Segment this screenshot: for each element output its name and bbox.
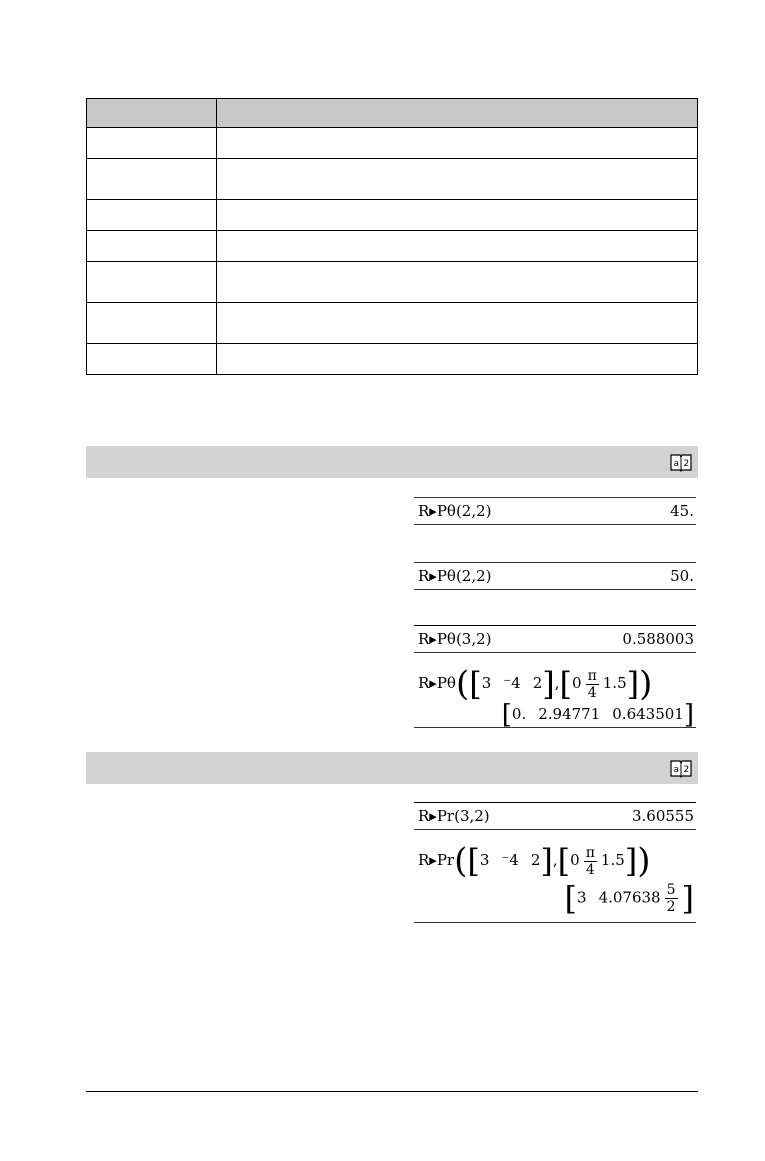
example-row	[414, 626, 696, 652]
footer-rule	[86, 1091, 698, 1092]
example-row	[414, 498, 696, 524]
example-input: R▸Pθ(2,2)	[418, 567, 492, 585]
example-output: [3 4.07638 $\frac{5}{2}$ ]	[564, 879, 694, 918]
table-header-cell	[217, 99, 698, 128]
reference-table	[86, 98, 698, 375]
example-block-4	[414, 802, 696, 923]
example-input: R▸Pθ([3 ⁻4 2],[0 $\frac{\pi}{4}$ 1.5])	[418, 664, 653, 704]
catalog-book-icon	[670, 758, 692, 778]
example-block-1	[414, 497, 696, 525]
example-output: [0. 2.94771 0.643501]	[501, 700, 694, 730]
example-input: R▸Pr([3 ⁻4 2],[0 $\frac{\pi}{4}$ 1.5])	[418, 841, 651, 881]
example-output: 3.60555	[631, 807, 694, 825]
table-row	[87, 128, 698, 159]
matrix-example-row	[414, 830, 696, 881]
section-header-rp-theta	[86, 446, 698, 478]
example-input: R▸Pθ(3,2)	[418, 630, 492, 648]
table-row	[87, 344, 698, 375]
example-block-3	[414, 625, 696, 728]
table-row	[87, 303, 698, 344]
example-output: 50.	[670, 567, 694, 585]
table-row	[87, 262, 698, 303]
section-header-rp-r	[86, 752, 698, 784]
example-input: R▸Pr(3,2)	[418, 807, 490, 825]
svg-text:2: 2	[683, 459, 690, 469]
table-row	[87, 200, 698, 231]
example-row	[414, 563, 696, 589]
matrix-result-row	[414, 876, 696, 922]
table-row	[87, 231, 698, 262]
example-input: R▸Pθ(2,2)	[418, 502, 492, 520]
table-header-row	[87, 99, 698, 128]
svg-text:2: 2	[683, 765, 690, 775]
example-row	[414, 803, 696, 829]
example-output: 45.	[670, 502, 694, 520]
example-block-2	[414, 562, 696, 590]
svg-text:a: a	[673, 765, 680, 775]
svg-text:a: a	[673, 459, 680, 469]
matrix-result-row	[414, 699, 696, 730]
matrix-example-row	[414, 653, 696, 704]
table-row	[87, 159, 698, 200]
catalog-book-icon	[670, 452, 692, 472]
table-header-cell	[87, 99, 217, 128]
example-output: 0.588003	[622, 630, 694, 648]
